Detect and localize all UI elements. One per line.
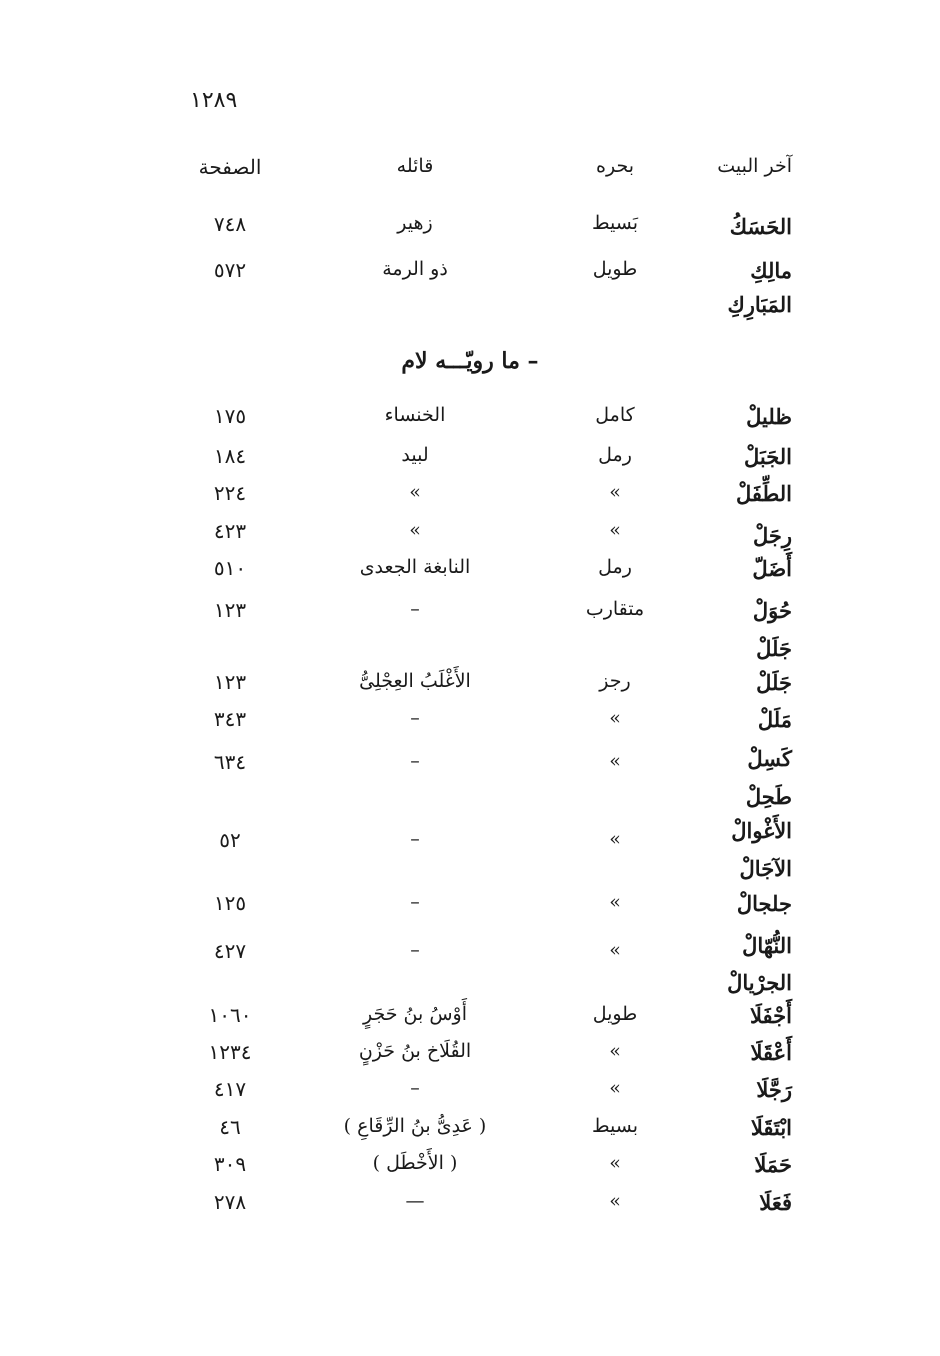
row-last-word: النُّهّالْ: [742, 933, 792, 958]
header-last-word: آخر البيت: [717, 155, 792, 177]
row-meter: طويل: [592, 1003, 638, 1025]
row-poet: الأَغْلَبُ العِجْلِىُّ: [359, 670, 471, 692]
header-meter: بحره: [596, 155, 634, 177]
row-meter: »: [609, 519, 621, 541]
row-page: ٤١٧: [213, 1077, 247, 1101]
table-row: [0, 856, 940, 892]
table-row: [0, 636, 940, 672]
row-poet: أَوْسُ بنُ حَجَرٍ: [363, 1003, 467, 1025]
table-row: [0, 1040, 940, 1076]
row-meter: كامل: [595, 404, 635, 426]
row-last-word: رِجَلْ: [752, 523, 792, 548]
row-poet: لبيد: [401, 444, 429, 466]
row-page: ١٢٣: [213, 598, 247, 622]
row-page: ١٠٦٠: [208, 1003, 252, 1027]
row-poet: –: [410, 750, 420, 772]
row-last-word: طَحِلْ: [745, 784, 792, 809]
table-row: [0, 707, 940, 743]
table-row: [0, 481, 940, 517]
row-meter: »: [609, 1040, 621, 1062]
row-last-word: جَلَلْ: [756, 670, 792, 695]
row-poet: –: [410, 707, 420, 729]
table-row: [0, 519, 940, 555]
table-row: [0, 1077, 940, 1113]
row-meter: »: [609, 1077, 621, 1099]
row-meter: »: [609, 481, 621, 503]
table-row: [0, 292, 940, 328]
table-row: [0, 891, 940, 927]
row-meter: »: [609, 939, 621, 961]
row-last-word: الأَغْوالْ: [731, 818, 792, 843]
table-row: [0, 970, 940, 1006]
row-meter: رمل: [598, 556, 632, 578]
table-row: [0, 670, 940, 706]
row-meter: بَسيط: [591, 212, 638, 234]
table-row: [0, 444, 940, 480]
row-poet: –: [410, 598, 420, 620]
row-page: ٣٠٩: [213, 1152, 247, 1176]
table-row: [0, 818, 940, 854]
row-page: ٣٤٣: [213, 707, 247, 731]
table-row: [0, 1152, 940, 1188]
row-page: ١٨٤: [213, 444, 247, 468]
row-page: ١٧٥: [213, 404, 247, 428]
row-page: ٧٤٨: [213, 212, 247, 236]
row-page: ٢٢٤: [213, 481, 247, 505]
table-row: [0, 556, 940, 592]
header-poet: قائله: [396, 155, 434, 177]
row-page: ٤٦: [219, 1115, 241, 1139]
row-poet: »: [409, 481, 421, 503]
row-poet: –: [410, 828, 420, 850]
row-poet: ( الأَخْطَل ): [372, 1152, 458, 1174]
row-page: ٥٢: [219, 828, 241, 852]
row-last-word: الآجَالْ: [739, 856, 792, 881]
row-last-word: حُوَلْ: [752, 598, 792, 623]
row-meter: »: [609, 1152, 621, 1174]
row-meter: »: [609, 707, 621, 729]
row-last-word: جَلَلْ: [756, 636, 792, 661]
table-row: [0, 784, 940, 820]
row-last-word: الطِّفَلْ: [736, 481, 792, 506]
row-meter: »: [609, 1190, 621, 1212]
table-row: [0, 258, 940, 294]
page-number: ١٢٨٩: [190, 88, 238, 113]
row-page: ٦٣٤: [213, 750, 247, 774]
row-last-word: ظليلْ: [746, 404, 792, 429]
row-page: ١٢٥: [213, 891, 247, 915]
row-meter: »: [609, 750, 621, 772]
row-meter: »: [609, 828, 621, 850]
row-page: ٥٧٢: [213, 258, 247, 282]
row-poet: –: [410, 891, 420, 913]
row-poet: —: [405, 1190, 425, 1212]
row-page: ١٢٣٤: [208, 1040, 252, 1064]
row-last-word: رَجَّلَا: [756, 1077, 792, 1102]
row-meter: متقارب: [585, 598, 645, 620]
row-last-word: كَسِلْ: [747, 746, 792, 771]
row-last-word: الجرْيالْ: [727, 970, 792, 995]
row-page: ٥١٠: [213, 556, 247, 580]
row-last-word: الجَبَلْ: [743, 444, 792, 469]
row-poet: النابغة الجعدى: [359, 556, 471, 578]
row-meter: »: [609, 891, 621, 913]
row-poet: الخنساء: [384, 404, 446, 426]
table-row: [0, 1190, 940, 1226]
row-poet: زهير: [397, 212, 433, 234]
table-row: [0, 1003, 940, 1039]
row-meter: طويل: [592, 258, 638, 280]
row-poet: –: [410, 939, 420, 961]
row-meter: رجز: [599, 670, 631, 692]
row-poet: »: [409, 519, 421, 541]
row-poet: –: [410, 1077, 420, 1099]
table-row: [0, 933, 940, 969]
row-last-word: جلجالْ: [736, 891, 792, 916]
table-row: [0, 1115, 940, 1151]
row-poet: القُلَاخ بنُ حَزْنٍ: [358, 1040, 472, 1062]
row-last-word: ابْتَقَلَا: [750, 1115, 792, 1140]
row-meter: رمل: [598, 444, 632, 466]
row-page: ١٢٣: [213, 670, 247, 694]
row-page: ٢٧٨: [213, 1190, 247, 1214]
section-title: – ما رويّـــه لام: [401, 348, 539, 374]
row-poet: ( عَدِىُّ بنُ الرِّقَاعِ ): [343, 1115, 487, 1137]
row-last-word: مَلَلْ: [757, 707, 792, 732]
row-page: ٤٢٧: [213, 939, 247, 963]
table-row: [0, 404, 940, 440]
table-row: [0, 598, 940, 634]
row-last-word: أَعْقَلَا: [750, 1040, 792, 1065]
row-last-word: المَبَارِكِ: [727, 292, 792, 317]
table-row: [0, 746, 940, 782]
table-row: [0, 212, 940, 248]
row-meter: بسيط: [591, 1115, 638, 1137]
row-last-word: حَمَلَا: [754, 1152, 792, 1177]
row-page: ٤٢٣: [213, 519, 247, 543]
header-page: الصفحة: [198, 155, 262, 179]
row-last-word: فَعَلَا: [759, 1190, 792, 1215]
row-last-word: أَجْفَلَا: [750, 1003, 792, 1028]
row-last-word: الحَسَكُ: [729, 214, 792, 239]
row-last-word: مالِكِ: [750, 258, 792, 283]
row-last-word: أَضَلّ: [752, 556, 792, 581]
row-poet: ذو الرمة: [382, 258, 448, 280]
table-header: [0, 155, 940, 185]
